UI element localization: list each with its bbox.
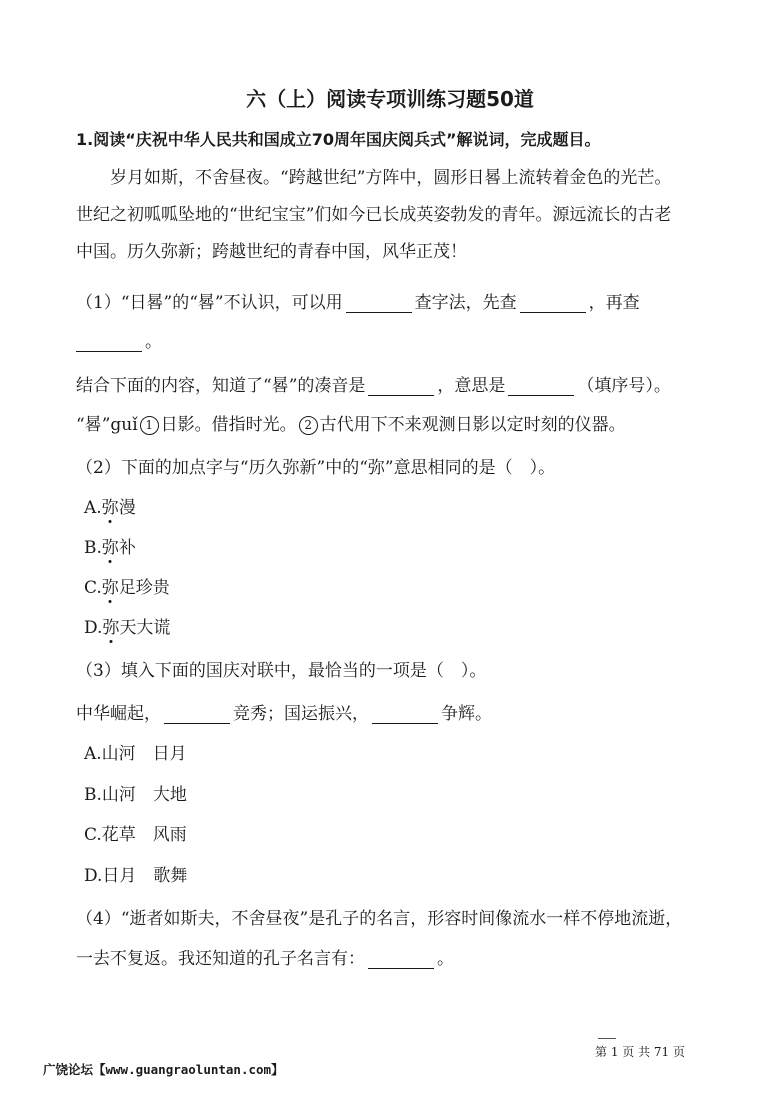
option-c[interactable] [84,573,170,598]
sub4-text: 一去不复返。我还知道的孔子名言有： [76,949,365,969]
passage-line: 中国。历久弥新；跨越世纪的青春中国，风华正茂！ [76,242,467,262]
option-rest: 漫 [118,498,136,518]
answer-blank[interactable] [368,950,434,969]
sub1-line2-b: ，意思是 [437,376,506,396]
sub-question-1 [76,288,640,313]
option-c[interactable]: C.花草 风雨 [84,825,187,845]
option-prefix: C. [84,578,102,598]
sub-question-4-line1: （4）“逝者如斯夫，不舍昼夜”是孔子的名言，形容时间像流水一样不停地流逝， [76,909,683,929]
site-watermark: 广饶论坛【www.guangraoluntan.com】 [43,1062,284,1077]
answer-blank[interactable] [346,294,412,313]
answer-blank[interactable] [164,705,230,724]
def-word: “晷”guǐ [76,415,138,435]
passage-line: 岁月如斯，不舍昼夜。“跨越世纪”方阵中，圆形日晷上流转着金色的光芒。 [110,168,672,188]
option-rest: 补 [118,538,136,558]
answer-blank[interactable] [368,377,434,396]
def-meaning-2: 古代用下不来观测日影以定时刻的仪器。 [319,415,626,435]
dotted-char: 弥 [102,493,119,518]
sub-question-4-line2 [76,944,454,969]
passage-line: 世纪之初呱呱坠地的“世纪宝宝”们如今已长成英姿勃发的青年。源远流长的古老 [76,205,672,225]
sub1-text-b: 查字法，先查 [414,293,517,313]
sub1-text-c: ，再查 [588,293,640,313]
option-a[interactable]: A.山河 日月 [84,744,187,764]
sub1-line2-c: （填序号）。 [577,376,671,396]
couplet-part-a: 中华崛起， [76,704,161,724]
sub-question-1-cont [76,327,162,352]
question-1-heading: 1.阅读“庆祝中华人民共和国成立70周年国庆阅兵式”解说词，完成题目。 [76,130,601,149]
circled-number-2: 2 [299,416,318,435]
option-b[interactable]: B.山河 大地 [84,785,187,805]
page-number: 第 1 页 共 71 页 [595,1045,685,1059]
dotted-char: 弥 [102,573,119,598]
couplet-part-c: 争辉。 [441,704,492,724]
option-prefix: A. [84,498,102,518]
option-prefix: B. [84,538,102,558]
answer-blank[interactable] [76,333,142,352]
option-b[interactable] [84,533,136,558]
sub-question-1-line2 [76,371,671,396]
sub1-text-a: （1）“日晷”的“晷”不认识，可以用 [76,293,343,313]
sub4-end: 。 [437,949,454,969]
option-d[interactable]: D.日月 歌舞 [84,866,188,886]
circled-number-1: 1 [140,416,159,435]
couplet-part-b: 竞秀；国运振兴， [233,704,369,724]
sub-question-2-stem: （2）下面的加点字与“历久弥新”中的“弥”意思相同的是（ ）。 [76,458,556,478]
passage [76,160,706,271]
option-a[interactable] [84,493,136,518]
definition-line [76,410,626,435]
answer-blank[interactable] [372,705,438,724]
answer-blank[interactable] [508,377,574,396]
dotted-char: 弥 [102,613,119,638]
option-rest: 天大谎 [119,618,171,638]
answer-blank[interactable] [520,294,586,313]
footer-rule [598,1038,616,1039]
option-prefix: D. [84,618,103,638]
couplet-line [76,699,492,724]
dotted-char: 弥 [102,533,119,558]
sub1-line2-a: 结合下面的内容，知道了“晷”的凑音是 [76,376,366,396]
sub1-end: 。 [145,332,162,352]
option-rest: 足珍贵 [118,578,170,598]
page-title: 六（上）阅读专项训练习题50道 [246,87,534,111]
option-d[interactable] [84,613,170,638]
def-meaning-1: 日影。借指时光。 [160,415,297,435]
sub-question-3-stem: （3）填入下面的国庆对联中，最恰当的一项是（ ）。 [76,661,487,681]
